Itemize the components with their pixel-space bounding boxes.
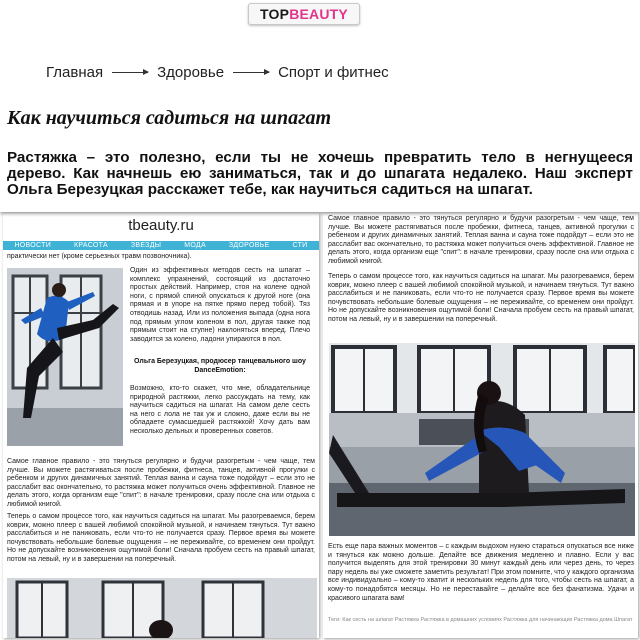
site-name: tbeauty.ru [128, 217, 194, 234]
page-title: Как научиться садиться на шпагат [7, 107, 332, 129]
left-page-scan [3, 213, 319, 638]
article-lead: Растяжка – это полезно, если ты не хочешь превратить тело в негнущееся дерево. Как начнешь ею заниматься, так и до шпагата недалеко. Наш эксперт Ольга Березуцкая расскажет тебе, как научиться садиться на шпагат. [7, 149, 633, 198]
article-header-card [0, 0, 640, 212]
breadcrumb-health[interactable]: Здоровье [157, 64, 225, 81]
logo-beauty-text: BEAUTY [289, 6, 348, 22]
nav-item-style[interactable]: СТИ [292, 242, 308, 249]
rule-paragraph-right: Самое главное правило - это тянуться регулярно и будучи разогретым - чем чаще, тем лучше. Вы можете растягиваться после пробежки, фитнеса, танцев, активной прогулки с ребенком и других динамичных занятий. Теплая ванна и сауна тоже подойдут – если это не расслабит вас окончательно, то растяжка может получиться очень эффективной. Главное не делать этого, когда организм еще "спит": в начале тренировки, сразу после сна или отдыха с любимой книгой. [328, 215, 634, 265]
method-text: Один из эффективных методов сесть на шпагат – комплекс упражнений, состоящий из достаточно простых действий. Например, стоя на колене одной ноги, с прямой спиной опускаться к другой ноге (она прямая и в упоре на пятке прямо перед тобой). Тяз отводишь назад. Или из положения выпада (одна нога под прямым углом коленом в пол, другая также под прямым стоит на ступне) наклоняться вперед. Плечо заводится за колено, ладони упираются в пол. [130, 267, 310, 343]
logo-top-text: TOP [260, 6, 290, 22]
split-pose-photo [329, 343, 635, 536]
process-paragraph: Теперь о самом процессе того, как научиться садиться на шпагат. Мы разогреваемся, берем коврик, можно плеер с вашей любимой спокойной музыкой, и начинаем тянуться. Тут важно расслабиться и не паниковать, если что-то не получается сразу. Первое время вы можете почувствовать небольшие болевые ощущения – не переживайте, со временем они пройдут. Но не допускайте возникновения ощутимой боли! Сначала пробуем сесть на правый шпагат, потом на левый, ну и в завершении на поперечный. [7, 513, 315, 563]
nav-item-news[interactable]: НОВОСТИ [14, 242, 52, 249]
dancer-jump-photo [7, 268, 123, 446]
process-paragraph-right: Теперь о самом процессе того, как научиться садиться на шпагат. Мы разогреваемся, берем коврик, можно плеер с вашей любимой спокойной музыкой, и начинаем тянуться. Тут важно расслабиться и не паниковать, если что-то не получается сразу. Первое время вы можете почувствовать небольшие болевые ощущения – не переживайте, со временем они пройдут. Но не допускайте возникновения ощутимой боли! Сначала пробуем сесть на правый шпагат, потом на левый, ну и в завершении на поперечный. [328, 273, 634, 323]
nav-item-fashion[interactable]: МОДА [184, 242, 206, 249]
article-tags[interactable]: Теги: Как сесть на шпагат Растяжка Растяжка в домашних условиях Растяжка для начинающих Растяжка дома Шпагат [328, 617, 633, 623]
nav-item-health[interactable]: ЗДОРОВЬЕ [228, 242, 270, 249]
site-logo[interactable] [248, 3, 360, 25]
tips-paragraph: Есть еще пара важных моментов – с каждым выдохом нужно стараться опускаться все ниже и тянуться как можно дольше. Делайте все движения медленно и плавно. Если у вас получится выделять для этой тренировки 30 минут каждый день или через день, то через пару недель вы уже сможете заметить результат! При этом помните, что у каждого организма все индивидуально – кому-то хватит и нескольких недель для того, чтобы сесть на шпагат, а кому-то понадобятся месяцы. Но не переставайте – делайте все без фанатизма. Удачи и красивого шпагата вам! [328, 543, 634, 602]
nav-item-stars[interactable]: ЗВЕЗДЫ [130, 242, 162, 249]
interview-title: Ольга Березуцкая, продюсер танцевального шоу DanceEmotion: [134, 358, 306, 374]
site-nav-bar [3, 241, 319, 250]
breadcrumb-home[interactable]: Главная [46, 64, 104, 81]
arrow-right-icon [112, 72, 148, 73]
top-line-text: практически нет (кроме серьезных травм позвоночника). [7, 253, 192, 260]
rule-paragraph: Самое главное правило - это тянуться регулярно и будучи разогретым - чем чаще, тем лучше. Вы можете растягиваться после пробежки, фитнеса, танцев, активной прогулки с ребенком и других динамичных занятий. Теплая ванна и сауна тоже подойдут – если это не расслабит вас окончательно, то растяжка может получиться очень эффективной. Главное не делать этого, когда организм еще "спит": в начале тренировки, сразу после сна или отдыха с любимой книгой. [7, 458, 315, 508]
arrow-right-icon [233, 72, 269, 73]
right-page-scan [323, 213, 638, 638]
breadcrumb-sport[interactable]: Спорт и фитнес [278, 64, 389, 81]
studio-photo [7, 578, 317, 638]
interview-text: Возможно, кто-то скажет, что мне, обладательнице природной растяжки, легко рассуждать на тему, как научиться садиться на шпагат. На самом деле сесть на него с лола не так уж и сложно, даже если вы не обладаете сумасшедшей растяжкой! Хочу дать вам несколько дельных и проверенных советов. [130, 385, 310, 435]
nav-item-beauty[interactable]: КРАСОТА [74, 242, 108, 249]
breadcrumb [46, 64, 389, 81]
